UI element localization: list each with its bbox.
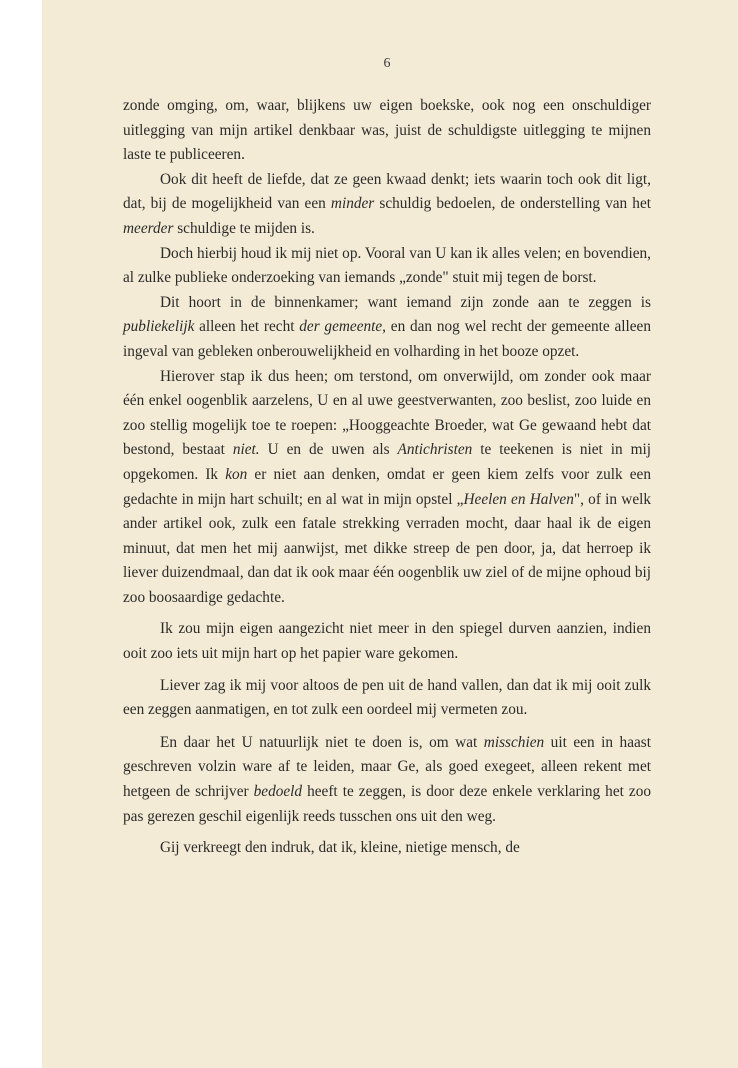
text-run: ", of in welk ander artikel ook, zulk een fatale strekking verraden mocht, daar haal ik de eigen minuut, dat men het mij aanwijst, met dikke streep de pen door, ja, dat herroep ik liever duizendmaal, dan dat ik ook maar één oogenblik uw ziel of de mijne ophoud bij zoo boosaardige gedachte. (123, 490, 652, 606)
text-run: alleen het recht (194, 318, 300, 336)
text-run: U en de uwen als (259, 441, 398, 459)
italic-run: niet. (232, 441, 260, 459)
text-run: Hierover stap ik dus heen; om terstond, om onverwijld, om zonder ook maar één enkel oogenblik aarzelens, U en al uwe geestverwanten, zoo beslist, zoo luide en zoo stellig mogelijk toe te roepen: „Hooggeachte Broeder, wat Ge gewaand hebt dat bestond, bestaat (123, 367, 651, 459)
text-run: Liever zag ik mij voor altoos de pen uit de hand vallen, dan dat ik mij ooit zulk een zeggen aanmatigen, en tot zulk een oordeel mij vermeten zou. (123, 676, 651, 719)
italic-run: misschien (483, 733, 545, 751)
text-run: heeft te zeggen, is door deze enkele verklaring het zoo pas gerezen geschil eigenlijk reeds tusschen ons uit den weg. (123, 783, 651, 825)
text-run: schuldig bedoelen, de onderstelling van het (374, 195, 651, 213)
text-run: Ook dit heeft de liefde, dat ze geen kwaad denkt; iets waarin toch ook dit ligt, dat, bij de mogelijkheid van een (123, 170, 651, 213)
text-run: En daar het U natuurlijk niet te doen is, om wat (160, 733, 484, 751)
text-run: te teekenen is niet in mij opgekomen. Ik (123, 441, 652, 483)
italic-run: kon (225, 465, 248, 483)
paragraph (123, 617, 651, 666)
paragraph (123, 242, 651, 291)
italic-run: bedoeld (253, 783, 303, 801)
text-run: er niet aan denken, omdat er geen kiem zelfs voor zulk een gedachte in mijn hart schuilt; en al wat in mijn opstel „ (123, 465, 651, 508)
italic-run: meerder (123, 219, 174, 237)
paragraph (123, 674, 651, 723)
italic-run: Antichristen (397, 441, 473, 459)
text-run: uit een in haast geschreven volzin ware af te leiden, maar Ge, als goed exegeet, alleen rekent met hetgeen de schrijver (123, 733, 651, 801)
paragraph (123, 94, 651, 168)
paragraph (123, 731, 651, 829)
italic-run: der gemeente, (299, 318, 386, 336)
italic-run: publiekelijk (123, 318, 195, 336)
paragraph (123, 291, 651, 365)
text-run: schuldige te mijden is. (173, 219, 315, 237)
paragraph (123, 365, 651, 611)
text-run: zonde omging, om, waar, blijkens uw eigen boekske, ook nog een onschuldiger uitlegging van mijn artikel denkbaar was, juist de schuldigste uitlegging te mijnen laste te publiceeren. (123, 97, 651, 164)
page-number: 6 (383, 56, 391, 71)
italic-run: minder (330, 195, 375, 213)
italic-run: Heelen en Halven (463, 490, 574, 508)
paragraph (123, 836, 651, 861)
body-text (123, 94, 651, 861)
text-run: Ik zou mijn eigen aangezicht niet meer in den spiegel durven aanzien, indien ooit zoo iets uit mijn hart op het papier ware gekomen. (123, 620, 651, 663)
text-run: Gij verkreegt den indruk, dat ik, kleine, nietige mensch, de (160, 839, 520, 857)
book-page (42, 0, 738, 1068)
text-run: en dan nog wel recht der gemeente alleen ingeval van gebleken onberouwelijkheid en volharding in het booze opzet. (123, 318, 651, 360)
paragraph (123, 168, 651, 242)
text-run: Doch hierbij houd ik mij niet op. Vooral van U kan ik alles velen; en bovendien, al zulke publieke onderzoeking van iemands „zonde" stuit mij tegen de borst. (123, 244, 651, 287)
text-run: Dit hoort in de binnenkamer; want iemand zijn zonde aan te zeggen is (160, 293, 651, 311)
